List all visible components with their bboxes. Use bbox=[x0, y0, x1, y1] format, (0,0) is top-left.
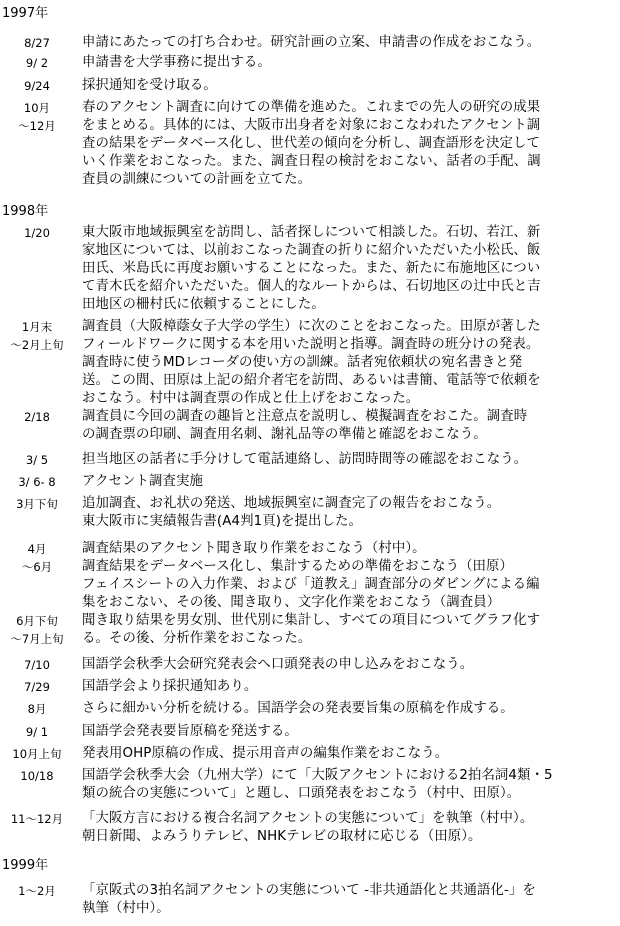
entry-text-line: 調査員（大阪樟蔭女子大学の学生）に次のことをおこなった。田原が著した bbox=[82, 319, 541, 334]
entry-text-line: 採択通知を受け取る。 bbox=[82, 78, 217, 93]
entry-text-line: 執筆（村中）。 bbox=[82, 901, 170, 916]
entry-date: 9/ 1 bbox=[25, 725, 49, 739]
entry-text-line: 聞き取り結果を男女別、世代別に集計し、すべての項目についてグラフ化す bbox=[82, 613, 541, 628]
entry-text bbox=[82, 612, 612, 648]
entry-date: 1/20 bbox=[24, 226, 50, 240]
entry-text bbox=[82, 810, 612, 846]
entry-text-line: 調査時に使うMDレコーダの使い方の訓練。話者宛依頼状の宛名書きと発 bbox=[82, 355, 523, 370]
entry-date: 3/ 6- 8 bbox=[18, 475, 56, 489]
entry-date: 8月 bbox=[27, 702, 47, 716]
year-heading: 1997年 bbox=[2, 6, 49, 21]
entry-date: 8/27 bbox=[24, 36, 50, 50]
entry-text-line: 調査結果をデータベース化し、集計するための準備をおこなう（田原） bbox=[82, 559, 514, 574]
entry-text-line: をまとめる。具体的には、大阪市出身者を対象におこなわれたアクセント調 bbox=[82, 118, 541, 133]
entry-text-line: いく作業をおこなった。また、調査日程の検討をおこない、話者の手配、調 bbox=[82, 154, 541, 169]
entry-text bbox=[82, 451, 612, 469]
entry-text bbox=[82, 745, 612, 763]
entry-text-line: 調査員に今回の調査の趣旨と注意点を説明し、模擬調査をおこた。調査時 bbox=[82, 409, 528, 424]
entry-text-line: 東大阪市に実績報告書(A4判1頁)を提出した。 bbox=[82, 514, 362, 529]
entry-date: 7/29 bbox=[24, 680, 50, 694]
entry-text-line: 朝日新聞、よみうりテレビ、NHKテレビの取材に応じる（田原）。 bbox=[82, 829, 482, 844]
entry-text-line: 査員の訓練についての計画を立てた。 bbox=[82, 172, 312, 187]
entry-text bbox=[82, 882, 612, 918]
entry-text-line: 査の結果をデータベース化し、世代差の傾向を分析し、調査語形を決定して bbox=[82, 136, 541, 151]
entry-date: 2/18 bbox=[24, 410, 50, 424]
entry-text bbox=[82, 473, 612, 491]
entry-text-line: 追加調査、お礼状の発送、地域振興室に調査完了の報告をおこなう。 bbox=[82, 496, 501, 511]
entry-text bbox=[82, 408, 612, 444]
entry-text-line: 国語学会秋季大会（九州大学）にて「大阪アクセントにおける2拍名詞4類・5 bbox=[82, 768, 553, 783]
entry-text-line: おこなう。村中は調査票の作成と仕上げをおこなった。 bbox=[82, 391, 420, 406]
entry-text-line: 申請にあたっての打ち合わせ。研究計画の立案、申請書の作成をおこなう。 bbox=[82, 35, 541, 50]
entry-text bbox=[82, 656, 612, 674]
entry-text-line: 国語学会より採択通知あり。 bbox=[82, 679, 258, 694]
entry-date: 1～2月 bbox=[18, 884, 56, 898]
entry-text-line: る。その後、分析作業をおこなった。 bbox=[82, 631, 312, 646]
entry-date: 11～12月 bbox=[10, 812, 64, 826]
entry-text-line: 東大阪市地域振興室を訪問し、話者探しについて相談した。石切、若江、新 bbox=[82, 225, 541, 240]
entry-text-line: フィールドワークに関する本を用いた説明と指導。調査時の班分けの発表。 bbox=[82, 337, 540, 352]
entry-text-line: 担当地区の話者に手分けして電話連絡し、訪問時間等の確認をおこなう。 bbox=[82, 452, 528, 467]
entry-text-line: 発表用OHP原稿の作成、提示用音声の編集作業をおこなう。 bbox=[82, 746, 449, 761]
entry-text bbox=[82, 700, 612, 718]
entry-text-line: の調査票の印刷、調査用名刺、謝礼品等の準備と確認をおこなう。 bbox=[82, 427, 487, 442]
entry-text-line: 「大阪方言における複合名詞アクセントの実態について」を執筆（村中）。 bbox=[82, 811, 534, 826]
year-heading: 1998年 bbox=[2, 204, 49, 219]
entry-date: 10/18 bbox=[20, 769, 54, 783]
entry-text-line: 「京阪式の3拍名詞アクセントの実態について -非共通語化と共通語化-」を bbox=[82, 883, 536, 898]
entry-text-line: 集をおこない、その後、聞き取り、文字化作業をおこなう（調査員） bbox=[82, 595, 501, 610]
entry-date: 6月下旬 ～7月上旬 bbox=[10, 614, 64, 646]
entry-date: 10月 ～12月 bbox=[18, 101, 56, 133]
entry-text bbox=[82, 767, 612, 803]
entry-date: 10月上旬 bbox=[12, 747, 62, 761]
entry-date: 1月末 ～2月上旬 bbox=[10, 320, 64, 352]
entry-text-line: 春のアクセント調査に向けての準備を進めた。これまでの先人の研究の成果 bbox=[82, 100, 541, 115]
entry-text bbox=[82, 224, 612, 314]
entry-text-line: さらに細かい分析を続ける。国語学会の発表要旨集の原稿を作成する。 bbox=[82, 701, 514, 716]
entry-text-line: 田氏、米島氏に再度お願いすることになった。また、新たに布施地区につい bbox=[82, 261, 541, 276]
entry-text-line: 国語学会秋季大会研究発表会へ口頭発表の申し込みをおこなう。 bbox=[82, 657, 474, 672]
entry-text-line: て青木氏を紹介いただいた。個人的なルートからは、石切地区の辻中氏と吉 bbox=[82, 279, 541, 294]
entry-date: 9/ 2 bbox=[25, 56, 49, 70]
entry-text bbox=[82, 54, 612, 72]
entry-text-line: 送。この間、田原は上記の紹介者宅を訪問、あるいは書簡、電話等で依頼を bbox=[82, 373, 541, 388]
year-heading: 1999年 bbox=[2, 858, 49, 873]
entry-text-line: フェイスシートの入力作業、および「道教え」調査部分のダビングによる編 bbox=[82, 577, 540, 592]
entry-date: 9/24 bbox=[24, 79, 50, 93]
entry-date: 3/ 5 bbox=[25, 453, 49, 467]
entry-text-line: 国語学会発表要旨原稿を発送する。 bbox=[82, 724, 298, 739]
entry-text-line: 田地区の柵村氏に依頼することにした。 bbox=[82, 297, 325, 312]
entry-text-line: 類の統合の実態について」と題し、口頭発表をおこなう（村中、田原）。 bbox=[82, 786, 521, 801]
entry-date: 7/10 bbox=[24, 658, 50, 672]
entry-text-line: 家地区については、以前おこなった調査の折りに紹介いただいた小松氏、飯 bbox=[82, 243, 541, 258]
entry-date: 4月 ～6月 bbox=[21, 542, 53, 574]
entry-text bbox=[82, 318, 612, 408]
entry-text bbox=[82, 77, 612, 95]
entry-text bbox=[82, 540, 612, 612]
entry-text-line: アクセント調査実施 bbox=[82, 474, 204, 489]
entry-text bbox=[82, 723, 612, 741]
entry-date: 3月下旬 bbox=[16, 497, 58, 511]
entry-text bbox=[82, 34, 612, 52]
entry-text bbox=[82, 495, 612, 531]
entry-text bbox=[82, 678, 612, 696]
entry-text-line: 調査結果のアクセント聞き取り作業をおこなう（村中）。 bbox=[82, 541, 426, 556]
entry-text bbox=[82, 99, 612, 189]
entry-text-line: 申請書を大学事務に提出する。 bbox=[82, 55, 271, 70]
